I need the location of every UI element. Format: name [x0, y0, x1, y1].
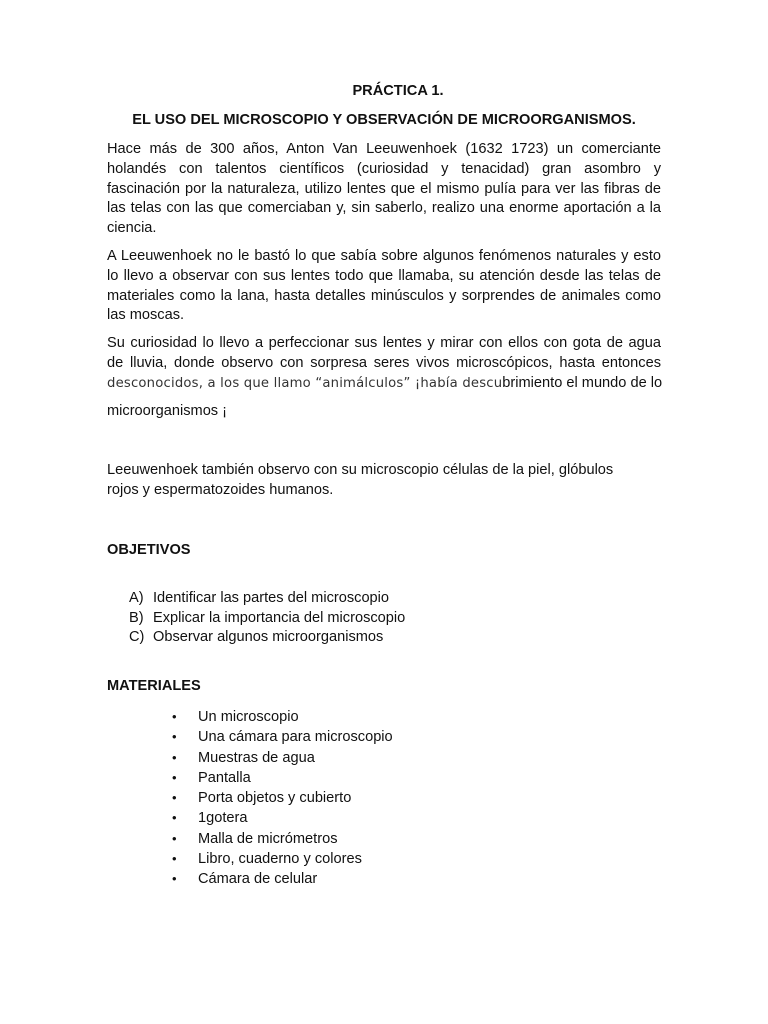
bullet-icon: • — [172, 851, 177, 867]
paragraph-line: holandés con talentos científicos (curiosidad y tenacidad) gran asombro y — [107, 160, 661, 177]
materials-heading: MATERIALES — [107, 678, 201, 694]
list-item — [172, 808, 393, 828]
paragraph-3 — [107, 334, 661, 393]
list-item — [172, 768, 393, 788]
paragraph-line: ciencia. — [107, 220, 157, 237]
paragraph-line: Leeuwenhoek también observo con su microscopio células de la piel, glóbulos — [107, 462, 614, 478]
list-item-text: Pantalla — [198, 769, 251, 786]
page-title: PRÁCTICA 1. — [352, 83, 444, 99]
bullet-icon: • — [172, 790, 177, 806]
paragraph-line: A Leeuwenhoek no le bastó lo que sabía sobre algunos fenómenos naturales y esto — [107, 248, 661, 264]
list-item-text: Libro, cuaderno y colores — [198, 851, 362, 868]
paragraph-line: Su curiosidad lo llevo a perfeccionar sus lentes y mirar con ellos con gota de agua — [107, 335, 661, 351]
list-item — [129, 609, 405, 629]
paragraph-line: de lluvia, donde observo con sorpresa seres vivos microscópicos, hasta entonces — [107, 354, 661, 371]
list-item-text: Identificar las partes del microscopio — [153, 590, 390, 606]
list-item-text: Un microscopio — [198, 709, 299, 725]
list-item-text: Explicar la importancia del microscopio — [153, 609, 406, 626]
paragraph-line: las telas con las que comerciaban y, sin saberlo, realizo una enorme aportación a la — [107, 200, 661, 217]
objectives-list — [129, 589, 405, 648]
bullet-icon: • — [172, 769, 177, 785]
paragraph-line: lo llevo a observar con sus lentes todo que llamaba, su atención desde las telas de — [107, 267, 661, 284]
bullet-icon: • — [172, 871, 177, 887]
list-item — [172, 849, 393, 869]
bullet-icon: • — [172, 709, 177, 724]
paragraph-line: fascinación por la naturaleza, utilizo lentes que el mismo pulía para ver las fibras de — [107, 180, 661, 197]
list-item — [172, 788, 393, 808]
list-item-text: 1gotera — [198, 810, 248, 827]
list-item-text: Malla de micrómetros — [198, 830, 338, 847]
paragraph-line-rest: brimiento el mundo de lo — [502, 374, 663, 391]
bullet-icon: • — [172, 830, 177, 846]
list-item — [172, 829, 393, 849]
paragraph-line: materiales como la lana, hasta detalles minúsculos y sorprendes de animales como — [107, 287, 661, 304]
paragraph-line-alt-font: desconocidos, a los que llamo “animálculos” ¡había descu — [107, 375, 503, 391]
list-item — [172, 748, 393, 768]
list-item-text: Una cámara para microscopio — [198, 729, 393, 746]
list-item — [172, 869, 393, 889]
list-marker: C) — [129, 629, 145, 645]
list-item-text: Muestras de agua — [198, 749, 315, 766]
objectives-heading: OBJETIVOS — [107, 542, 191, 558]
list-item-text: Porta objetos y cubierto — [198, 790, 352, 807]
page-subtitle: EL USO DEL MICROSCOPIO Y OBSERVACIÓN DE MICROORGANISMOS. — [132, 112, 636, 128]
paragraph-line-mixed — [107, 374, 661, 394]
list-item — [129, 589, 405, 609]
paragraph-4 — [107, 461, 661, 501]
paragraph-line: Hace más de 300 años, Anton Van Leeuwenhoek (1632 1723) un comerciante — [107, 141, 661, 157]
list-marker: A) — [129, 590, 144, 606]
bullet-icon: • — [172, 749, 177, 765]
list-item — [129, 628, 405, 648]
materials-list — [172, 707, 393, 890]
paragraph-1 — [107, 140, 661, 239]
list-item-text: Observar algunos microorganismos — [153, 629, 384, 645]
bullet-icon: • — [172, 810, 177, 826]
paragraph-2 — [107, 247, 661, 326]
bullet-icon: • — [172, 729, 177, 745]
list-item — [172, 707, 393, 727]
paragraph-line: las moscas. — [107, 307, 185, 324]
list-item — [172, 727, 393, 747]
list-marker: B) — [129, 609, 144, 626]
paragraph-line: rojos y espermatozoides humanos. — [107, 481, 334, 498]
paragraph-line: microorganismos ¡ — [107, 403, 228, 419]
paragraph-3-continued — [107, 402, 661, 422]
list-item-text: Cámara de celular — [198, 871, 318, 888]
